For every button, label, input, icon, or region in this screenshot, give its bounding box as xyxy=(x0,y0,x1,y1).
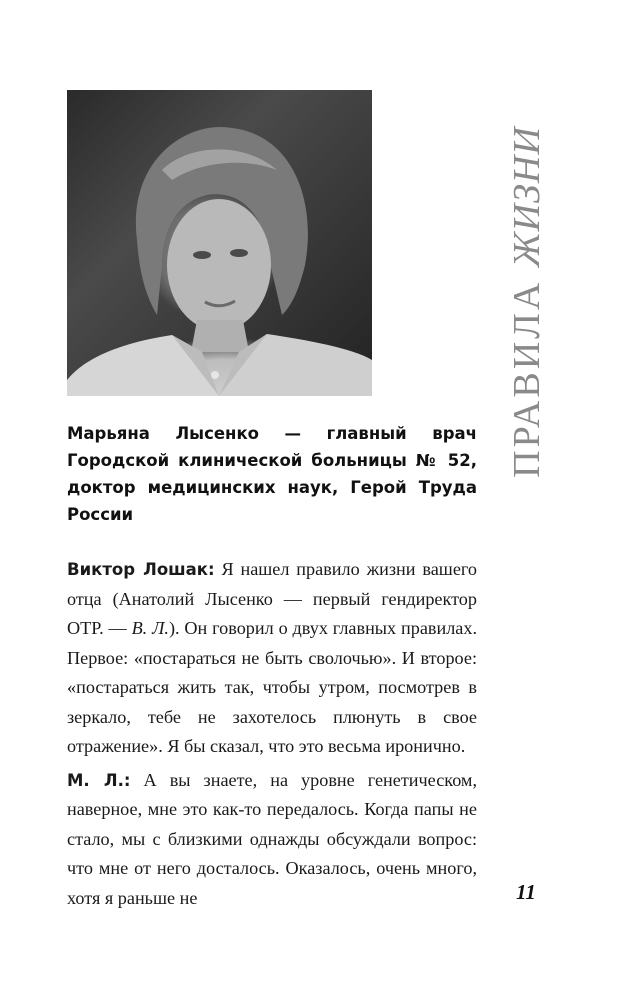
paragraph-text: Я нашел правило жизни вашего отца (Анатолий Лысенко — первый гендиректор ОТР. — xyxy=(67,559,477,638)
paragraph-text: ). Он говорил о двух главных правилах. Первое: «постараться не быть сволочью». И второе: «постараться жить так, чтобы утром, посмотрев в зеркало, тебе не захотелось плюнуть в свое отражение». Я бы сказал, что это весьма иронично. xyxy=(67,618,477,756)
paragraph-text: А вы знаете, на уровне генетическом, наверное, мне это как-то передалось. Когда папы не стало, мы с близкими однажды обсуждали вопрос: что мне от него досталось. Оказалось, очень много, хотя я раньше не xyxy=(67,769,477,908)
caption-description: — главный врач Городской клинической больницы № 52, доктор медицинских наук, Герой Труда России xyxy=(67,424,477,524)
paragraph xyxy=(67,555,477,762)
portrait-illustration xyxy=(67,90,372,396)
portrait-photo xyxy=(67,90,372,396)
paragraph xyxy=(67,766,477,914)
speaker-label: М. Л.: xyxy=(67,770,131,790)
caption-name: Марьяна Лысенко xyxy=(67,424,259,443)
running-head xyxy=(502,92,552,512)
speaker-label: Виктор Лошак: xyxy=(67,560,215,579)
page-number: 11 xyxy=(516,880,536,904)
interview-text xyxy=(67,555,477,913)
initials-italic: В. Л. xyxy=(131,618,169,638)
running-head-upright: ПРАВИЛА xyxy=(506,279,548,478)
photo-caption xyxy=(67,420,477,528)
running-head-italic: ЖИЗНИ xyxy=(506,126,548,268)
